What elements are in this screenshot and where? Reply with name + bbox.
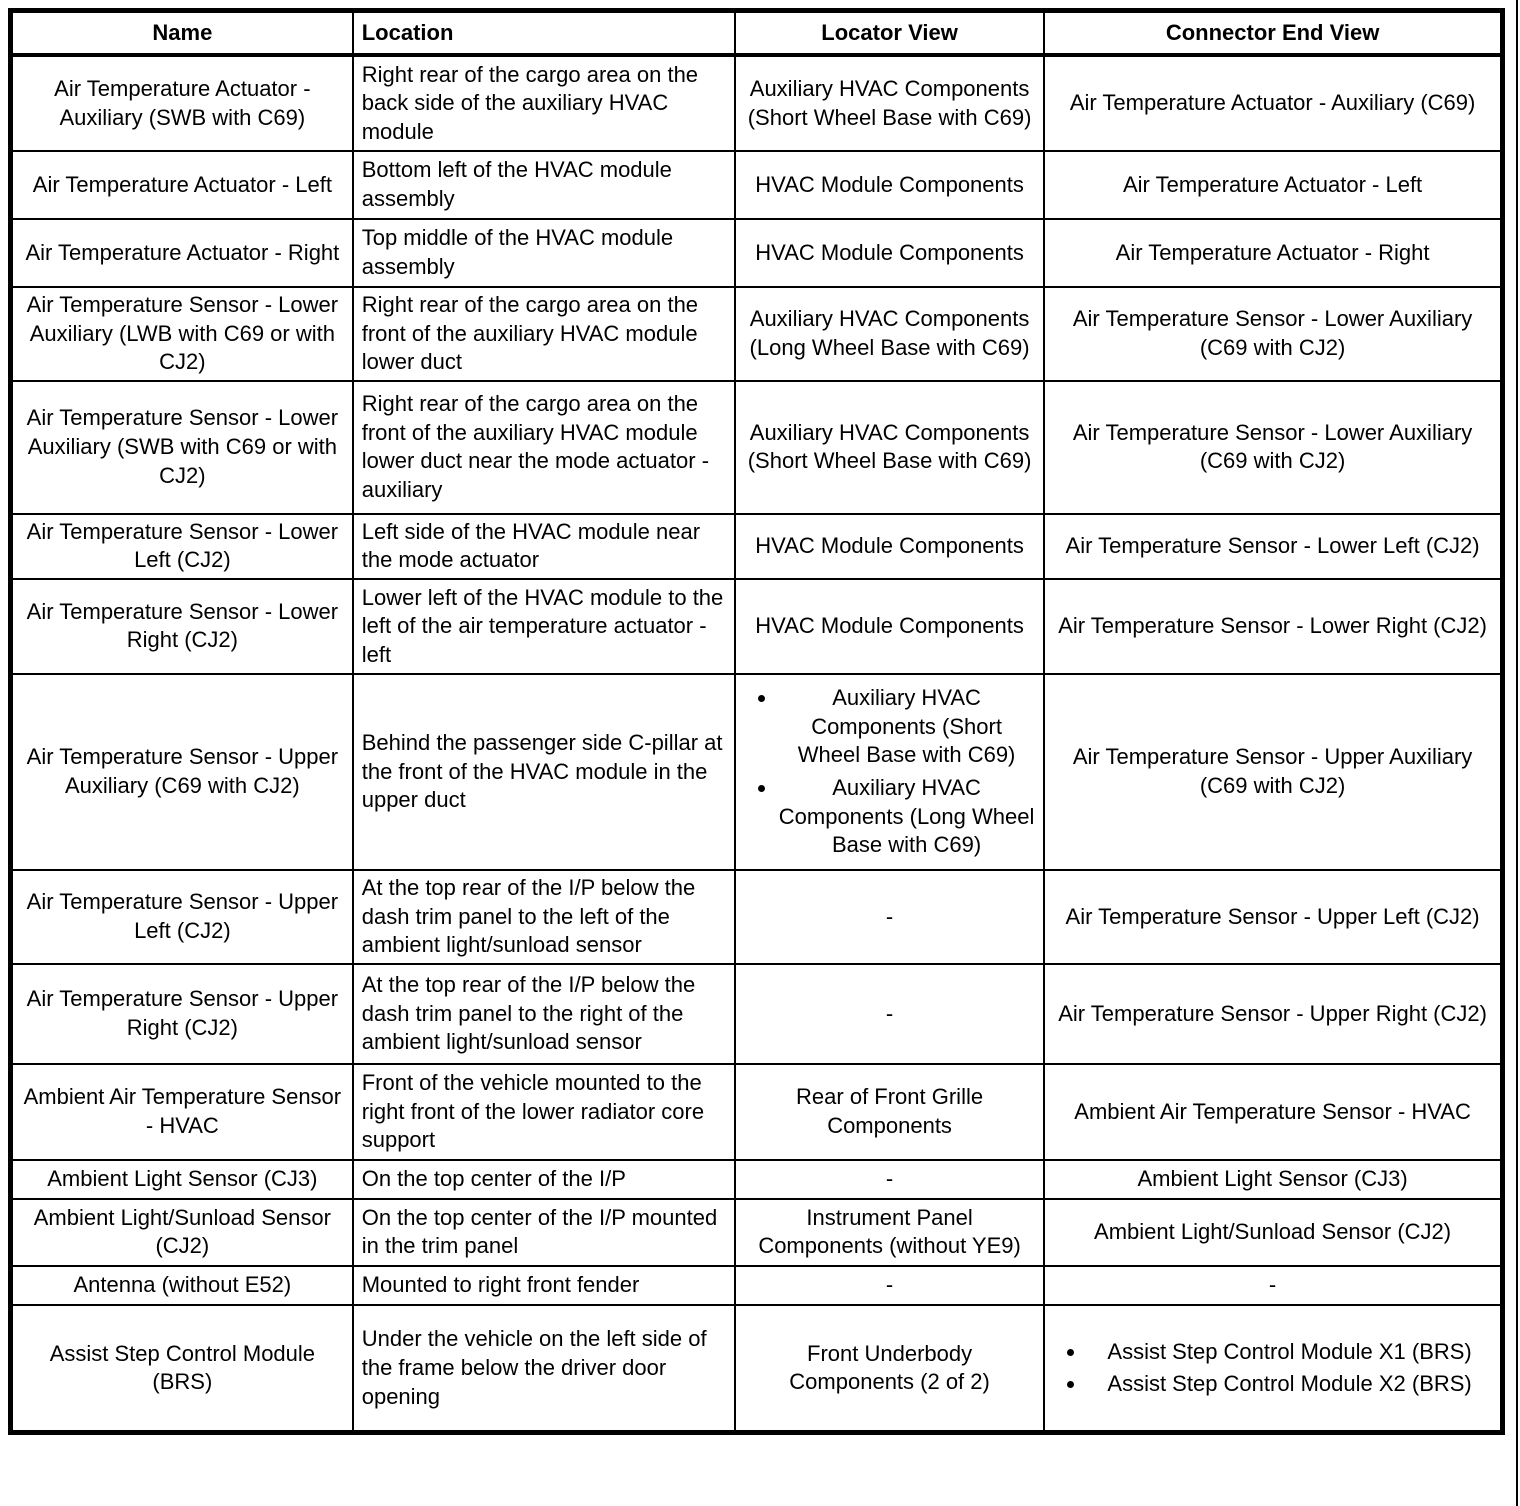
cell-locator: Front Underbody Components (2 of 2) — [735, 1305, 1044, 1433]
cell-name: Ambient Light/Sunload Sensor (CJ2) — [11, 1199, 353, 1266]
table-row — [11, 219, 1503, 287]
cell-name: Antenna (without E52) — [11, 1266, 353, 1305]
cell-location: Bottom left of the HVAC module assembly — [353, 151, 735, 219]
header-row — [11, 11, 1503, 56]
bullet-item: • Assist Step Control Module X2 (BRS) — [1087, 1370, 1492, 1399]
cell-name: Air Temperature Sensor - Upper Right (CJ2) — [11, 964, 353, 1064]
component-locator-table — [8, 8, 1505, 1435]
cell-location: Behind the passenger side C-pillar at the front of the HVAC module in the upper duct — [353, 674, 735, 870]
cell-connector: Air Temperature Sensor - Upper Left (CJ2) — [1044, 870, 1502, 964]
cell-name: Air Temperature Sensor - Upper Auxiliary (C69 with CJ2) — [11, 674, 353, 870]
cell-connector: Air Temperature Actuator - Right — [1044, 219, 1502, 287]
table-row — [11, 381, 1503, 514]
cell-locator: HVAC Module Components — [735, 514, 1044, 579]
cell-locator: Auxiliary HVAC Components (Long Wheel Base with C69) — [735, 287, 1044, 381]
cell-location: Front of the vehicle mounted to the right front of the lower radiator core support — [353, 1064, 735, 1160]
bullet-item: • Auxiliary HVAC Components (Long Wheel Base with C69) — [778, 774, 1035, 860]
table-row — [11, 870, 1503, 964]
cell-connector — [1044, 1305, 1502, 1433]
cell-locator: Instrument Panel Components (without YE9) — [735, 1199, 1044, 1266]
table-row — [11, 151, 1503, 219]
table-body — [11, 55, 1503, 1433]
cell-name: Air Temperature Sensor - Upper Left (CJ2) — [11, 870, 353, 964]
cell-locator: HVAC Module Components — [735, 151, 1044, 219]
column-header-locator-view: Locator View — [735, 11, 1044, 56]
column-header-connector-end-view: Connector End View — [1044, 11, 1502, 56]
bullet-list — [744, 684, 1035, 860]
cell-connector: Air Temperature Sensor - Lower Right (CJ2) — [1044, 579, 1502, 674]
cell-location: On the top center of the I/P — [353, 1160, 735, 1199]
page-edge-line — [1516, 0, 1518, 1506]
cell-locator: HVAC Module Components — [735, 579, 1044, 674]
cell-locator: - — [735, 870, 1044, 964]
cell-name: Air Temperature Actuator - Auxiliary (SWB with C69) — [11, 55, 353, 151]
cell-connector: Air Temperature Sensor - Lower Left (CJ2) — [1044, 514, 1502, 579]
bullet-item: • Auxiliary HVAC Components (Short Wheel Base with C69) — [778, 684, 1035, 770]
table-row — [11, 55, 1503, 151]
table-row — [11, 674, 1503, 870]
cell-connector: Air Temperature Actuator - Auxiliary (C69) — [1044, 55, 1502, 151]
cell-name: Assist Step Control Module (BRS) — [11, 1305, 353, 1433]
column-header-name: Name — [11, 11, 353, 56]
cell-location: Mounted to right front fender — [353, 1266, 735, 1305]
cell-connector: Air Temperature Actuator - Left — [1044, 151, 1502, 219]
cell-connector: Air Temperature Sensor - Upper Right (CJ2) — [1044, 964, 1502, 1064]
cell-location: Right rear of the cargo area on the front of the auxiliary HVAC module lower duct near the mode actuator - auxiliary — [353, 381, 735, 514]
cell-connector: Ambient Air Temperature Sensor - HVAC — [1044, 1064, 1502, 1160]
bullet-list — [1053, 1338, 1492, 1399]
table-row — [11, 1305, 1503, 1433]
cell-name: Air Temperature Sensor - Lower Left (CJ2) — [11, 514, 353, 579]
cell-locator: HVAC Module Components — [735, 219, 1044, 287]
table-row — [11, 514, 1503, 579]
cell-locator — [735, 674, 1044, 870]
cell-locator: Auxiliary HVAC Components (Short Wheel Base with C69) — [735, 55, 1044, 151]
column-header-location: Location — [353, 11, 735, 56]
cell-connector: - — [1044, 1266, 1502, 1305]
cell-connector: Air Temperature Sensor - Upper Auxiliary (C69 with CJ2) — [1044, 674, 1502, 870]
cell-location: At the top rear of the I/P below the dash trim panel to the left of the ambient light/sunload sensor — [353, 870, 735, 964]
table-row — [11, 1160, 1503, 1199]
cell-location: Top middle of the HVAC module assembly — [353, 219, 735, 287]
cell-connector: Ambient Light/Sunload Sensor (CJ2) — [1044, 1199, 1502, 1266]
bullet-item: • Assist Step Control Module X1 (BRS) — [1087, 1338, 1492, 1367]
cell-connector: Air Temperature Sensor - Lower Auxiliary (C69 with CJ2) — [1044, 381, 1502, 514]
cell-locator: Auxiliary HVAC Components (Short Wheel Base with C69) — [735, 381, 1044, 514]
cell-location: Right rear of the cargo area on the back side of the auxiliary HVAC module — [353, 55, 735, 151]
cell-connector: Ambient Light Sensor (CJ3) — [1044, 1160, 1502, 1199]
cell-locator: - — [735, 1160, 1044, 1199]
cell-location: Lower left of the HVAC module to the left of the air temperature actuator - left — [353, 579, 735, 674]
table-row — [11, 1064, 1503, 1160]
table-row — [11, 1199, 1503, 1266]
cell-name: Air Temperature Actuator - Left — [11, 151, 353, 219]
cell-location: Left side of the HVAC module near the mode actuator — [353, 514, 735, 579]
cell-locator: - — [735, 964, 1044, 1064]
cell-name: Air Temperature Sensor - Lower Right (CJ2) — [11, 579, 353, 674]
cell-connector: Air Temperature Sensor - Lower Auxiliary (C69 with CJ2) — [1044, 287, 1502, 381]
cell-location: On the top center of the I/P mounted in the trim panel — [353, 1199, 735, 1266]
cell-name: Ambient Light Sensor (CJ3) — [11, 1160, 353, 1199]
cell-name: Air Temperature Sensor - Lower Auxiliary (LWB with C69 or with CJ2) — [11, 287, 353, 381]
cell-location: Under the vehicle on the left side of the frame below the driver door opening — [353, 1305, 735, 1433]
cell-locator: Rear of Front Grille Components — [735, 1064, 1044, 1160]
cell-locator: - — [735, 1266, 1044, 1305]
cell-location: At the top rear of the I/P below the dash trim panel to the right of the ambient light/sunload sensor — [353, 964, 735, 1064]
cell-location: Right rear of the cargo area on the front of the auxiliary HVAC module lower duct — [353, 287, 735, 381]
table-row — [11, 287, 1503, 381]
table-row — [11, 964, 1503, 1064]
cell-name: Ambient Air Temperature Sensor - HVAC — [11, 1064, 353, 1160]
table-row — [11, 1266, 1503, 1305]
table-row — [11, 579, 1503, 674]
cell-name: Air Temperature Actuator - Right — [11, 219, 353, 287]
cell-name: Air Temperature Sensor - Lower Auxiliary (SWB with C69 or with CJ2) — [11, 381, 353, 514]
table-header — [11, 11, 1503, 56]
